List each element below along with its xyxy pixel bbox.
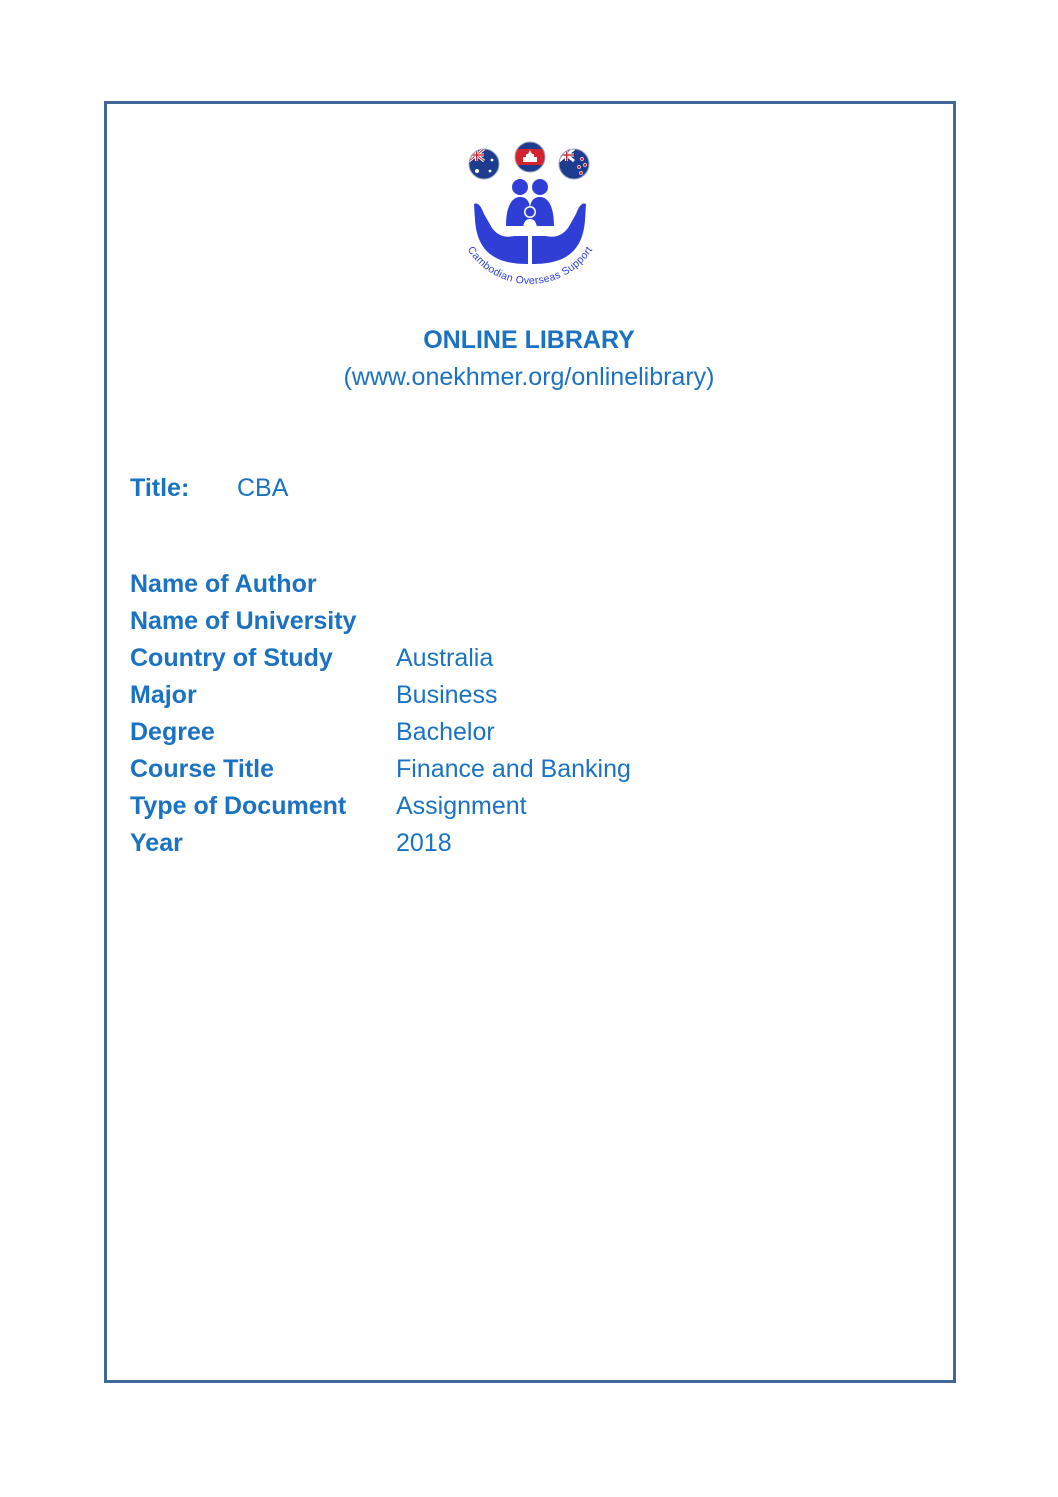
document-title-label: Title:	[130, 474, 190, 502]
logo-arc-text: Cambodian Overseas Support	[464, 244, 596, 288]
field-value: Business	[396, 681, 498, 709]
field-label: Name of University	[130, 607, 357, 635]
svg-text:Cambodian Overseas Support	[465, 244, 595, 287]
library-title: ONLINE LIBRARY	[423, 326, 635, 354]
field-value: Australia	[396, 644, 494, 672]
field-value: 2018	[396, 829, 452, 857]
document-fields	[130, 569, 631, 865]
field-label: Type of Document	[130, 792, 347, 820]
field-label: Degree	[130, 718, 215, 746]
field-row-document-type	[130, 791, 631, 828]
library-url: (www.onekhmer.org/onlinelibrary)	[343, 363, 715, 391]
field-label: Major	[130, 681, 197, 709]
field-row-year	[130, 828, 631, 865]
field-row-major	[130, 680, 631, 717]
cambodian-overseas-support-logo	[448, 140, 612, 300]
field-value: Finance and Banking	[396, 755, 631, 783]
field-row-course-title	[130, 754, 631, 791]
field-row-university	[130, 606, 631, 643]
document-title-value: CBA	[237, 474, 289, 502]
field-label: Course Title	[130, 755, 275, 783]
field-label: Name of Author	[130, 570, 317, 598]
field-row-author	[130, 569, 631, 606]
new-zealand-flag-icon	[559, 149, 589, 179]
field-value: Bachelor	[396, 718, 495, 746]
field-value: Assignment	[396, 792, 527, 820]
cambodia-flag-icon	[515, 142, 545, 172]
field-label: Year	[130, 829, 183, 857]
australia-flag-icon	[469, 149, 499, 179]
field-label: Country of Study	[130, 644, 333, 672]
document-title-row	[130, 474, 288, 503]
field-row-country	[130, 643, 631, 680]
field-row-degree	[130, 717, 631, 754]
family-icon	[506, 179, 554, 230]
